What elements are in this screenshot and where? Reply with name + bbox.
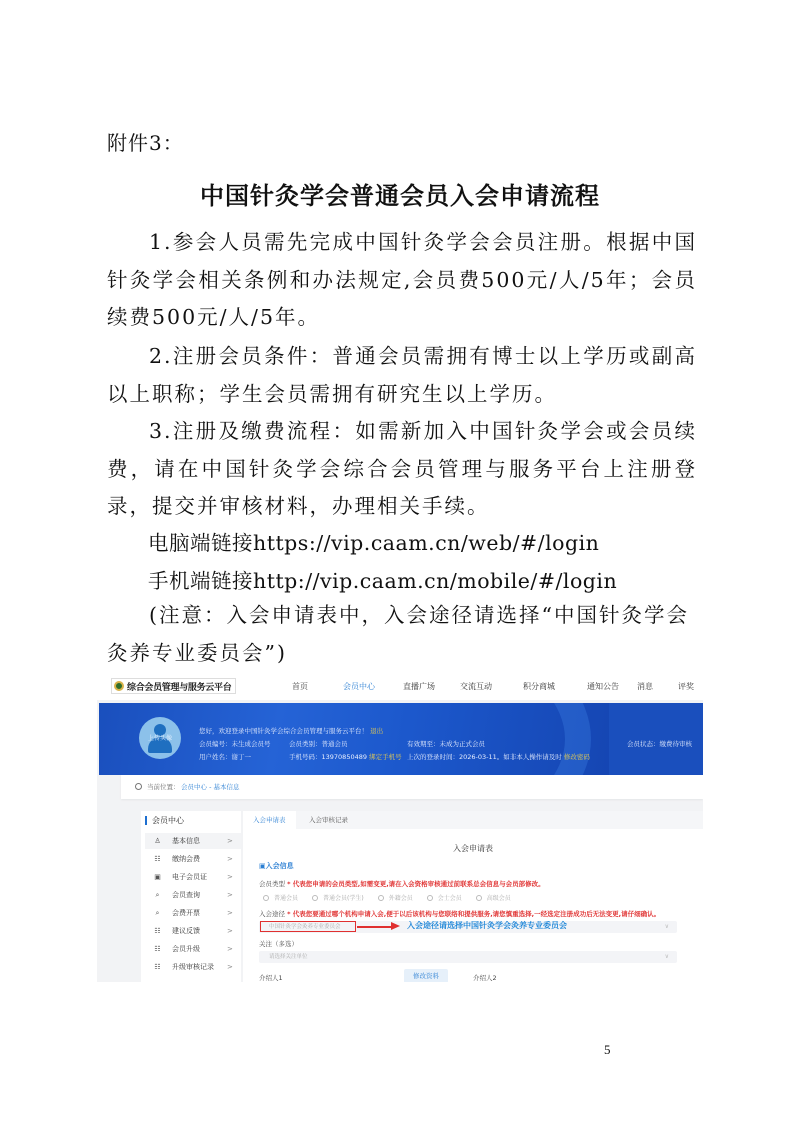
chevron-right-icon: >: [227, 855, 233, 863]
member-type: [289, 739, 348, 748]
page-number: 5: [604, 1042, 611, 1057]
document-title: 中国针灸学会普通会员入会申请流程: [200, 182, 600, 210]
chevron-down-icon: ∨: [664, 953, 669, 960]
paragraph-2: 2.注册会员条件：普通会员需拥有博士以上学历或副高以上职称；学生会员需拥有研究生以上学历。: [107, 344, 697, 406]
nav-exchange[interactable]: 交流互动: [460, 682, 492, 691]
arrow-head-icon: [391, 922, 400, 930]
form-title: 入会申请表: [453, 844, 493, 853]
breadcrumb-path[interactable]: 会员中心 - 基本信息: [181, 783, 240, 791]
sidebar-item-upgrade-records[interactable]: [145, 959, 241, 975]
chevron-right-icon: >: [227, 945, 233, 953]
follow-select[interactable]: [259, 951, 677, 963]
pc-link[interactable]: 电脑端链接https://vip.caam.cn/web/#/login: [148, 531, 600, 555]
radio-label: 会士会员: [437, 895, 462, 902]
radio-student[interactable]: [312, 893, 364, 902]
tab-bar: [243, 811, 703, 829]
section-title: ▣入会信息: [259, 862, 294, 870]
member-no: [199, 739, 271, 748]
main-panel: [243, 811, 703, 982]
sidebar-item-basic-info[interactable]: [145, 833, 241, 849]
radio-regular[interactable]: [263, 893, 298, 902]
sidebar-item-label: 电子会员证: [172, 873, 207, 881]
member-type-value: 普通会员: [321, 740, 348, 748]
member-status-value: 缴费待审核: [659, 740, 692, 748]
breadcrumb: [121, 775, 703, 799]
welcome-text: [199, 726, 383, 735]
paragraph-1: 1.参会人员需先完成中国针灸学会会员注册。根据中国针灸学会相关条例和办法规定,会员费500元/人/5年；会员续费500元/人/5年。: [107, 230, 697, 329]
list-icon: ☷: [154, 927, 161, 935]
list-icon: ☷: [154, 855, 161, 863]
change-password-link[interactable]: 修改密码: [563, 753, 590, 761]
sidebar-item-label: 升级审核记录: [172, 963, 214, 971]
member-type-field-label: [259, 879, 545, 888]
mobile-link[interactable]: 手机端链接http://vip.caam.cn/mobile/#/login: [148, 569, 618, 593]
join-path-label-text: 入会途径: [259, 910, 285, 918]
brand[interactable]: [111, 678, 236, 694]
radio-icon: [427, 895, 433, 901]
nav-home[interactable]: 首页: [292, 682, 308, 691]
sidebar: [141, 811, 241, 982]
nav-messages[interactable]: 消息: [637, 682, 653, 691]
highlight-box: [260, 921, 356, 932]
sidebar-item-invoice[interactable]: [145, 905, 241, 921]
sidebar-item-upgrade[interactable]: [145, 941, 241, 957]
paragraph-3: 3.注册及缴费流程：如需新加入中国针灸学会或会员续费，请在中国针灸学会综合会员管理与服务平台上注册登录，提交并审核材料，办理相关手续。: [107, 419, 697, 518]
list-icon: ☷: [154, 945, 161, 953]
nav-awards[interactable]: 评奖: [678, 682, 694, 691]
username-value: 谢丁一: [231, 753, 251, 761]
title-accent-bar: [145, 816, 147, 825]
nav-member-center[interactable]: 会员中心: [343, 682, 375, 691]
radio-label: 外籍会员: [388, 895, 413, 902]
member-type-hint: * 代表您申请的会员类型,如需变更,请在入会资格审核通过前联系总会信息与会员部修改。: [287, 880, 545, 888]
member-type-label: 会员类别：: [289, 740, 322, 748]
sidebar-item-e-card[interactable]: [145, 869, 241, 885]
valid-until-label: 有效期至：: [407, 740, 440, 748]
chevron-right-icon: >: [227, 963, 233, 971]
phone-value: 13970850489: [321, 753, 367, 761]
member-type-radio-group: [263, 893, 511, 902]
platform-screenshot: [97, 672, 703, 982]
sidebar-item-label: 基本信息: [172, 837, 200, 845]
member-status-label: 会员状态：: [627, 740, 660, 748]
search-card-icon: ⌕: [155, 890, 160, 899]
valid-until: [407, 739, 485, 748]
member-no-label: 会员编号：: [199, 740, 232, 748]
welcome-message: 您好，欢迎登录中国针灸学会综合会员管理与服务云平台！: [199, 727, 368, 735]
phone: [289, 752, 402, 761]
join-path-field-label: [259, 909, 660, 918]
tab-review-records[interactable]: 入会审核记录: [309, 816, 348, 824]
arrow-icon: [357, 926, 393, 928]
list-icon: ☷: [154, 963, 161, 971]
radio-icon: [476, 895, 482, 901]
breadcrumb-label: 当前位置：: [147, 783, 180, 791]
top-nav: [97, 672, 703, 700]
welcome-banner: [99, 703, 609, 775]
last-login-text: 上次的登录时间：2026-03-11。如非本人操作请及时: [407, 753, 562, 761]
radio-icon: [312, 895, 318, 901]
valid-until-value: 未成为正式会员: [439, 740, 485, 748]
chevron-right-icon: >: [227, 909, 233, 917]
brand-logo-icon: [114, 681, 124, 691]
radio-label: 普通会员(学生): [323, 895, 364, 902]
join-path-value: 中国针灸学会灸养专业委员会: [269, 924, 341, 930]
nav-notices[interactable]: 通知公告: [587, 682, 619, 691]
section-title-text: 入会信息: [265, 862, 294, 870]
member-no-value: 未生成会员号: [231, 740, 271, 748]
chevron-down-icon: ∨: [664, 923, 669, 930]
nav-live[interactable]: 直播广场: [403, 682, 435, 691]
sidebar-item-label: 会员查询: [172, 891, 200, 899]
chevron-right-icon: >: [227, 873, 233, 881]
brand-name: 综合会员管理与服务云平台: [127, 682, 232, 693]
card-icon: ▣: [154, 873, 161, 881]
phone-label: 手机号码：: [289, 753, 322, 761]
sidebar-item-feedback[interactable]: [145, 923, 241, 939]
nav-points-mall[interactable]: 积分商城: [523, 682, 555, 691]
radio-fellow[interactable]: [427, 893, 462, 902]
sidebar-title-text: 会员中心: [152, 816, 184, 825]
radio-senior[interactable]: [476, 893, 511, 902]
location-icon: [135, 783, 142, 790]
member-status: [627, 739, 692, 748]
chevron-right-icon: >: [227, 891, 233, 899]
follow-label: 关注（多选）: [259, 940, 298, 948]
radio-label: 普通会员: [274, 895, 299, 902]
referee1-label: 介绍人1: [259, 974, 283, 982]
annotation-text: 入会途径请选择中国针灸学会灸养专业委员会: [407, 921, 567, 930]
username: [199, 752, 251, 761]
radio-label: 高级会员: [486, 895, 511, 902]
member-type-label-text: 会员类型: [259, 880, 285, 888]
chevron-right-icon: >: [227, 927, 233, 935]
sidebar-item-member-query[interactable]: [145, 887, 241, 903]
banner-right: [609, 703, 703, 775]
follow-placeholder: 请选择关注单位: [269, 954, 308, 960]
avatar-label: 上传头像: [147, 735, 172, 742]
attachment-label: 附件3：: [107, 131, 184, 155]
join-path-hint: * 代表您要通过哪个机构申请入会,便于以后该机构与您联络和提供服务,请您慎重选择,一经选定注册成功后无法变更,请仔细确认。: [287, 910, 661, 918]
sidebar-title: [145, 815, 184, 826]
bind-phone-link[interactable]: 绑定手机号: [369, 753, 402, 761]
radio-icon: [263, 895, 269, 901]
username-label: 用户姓名：: [199, 753, 232, 761]
edit-profile-button[interactable]: 修改资料: [404, 969, 448, 982]
chevron-right-icon: >: [227, 837, 233, 845]
note: (注意：入会申请表中，入会途径请选择“中国针灸学会灸养专业委员会”): [107, 603, 689, 665]
last-login: [407, 752, 590, 761]
user-icon: ♙: [154, 837, 161, 845]
tab-application-form[interactable]: 入会申请表: [243, 811, 296, 829]
sidebar-item-pay-fee[interactable]: [145, 851, 241, 867]
sidebar-item-label: 会费开票: [172, 909, 200, 917]
logout-link[interactable]: 退出: [370, 727, 384, 735]
avatar-upload[interactable]: [139, 717, 181, 759]
referee2-label: 介绍人2: [473, 974, 497, 982]
invoice-icon: ⌕: [155, 908, 160, 917]
radio-icon: [378, 895, 384, 901]
radio-foreign[interactable]: [378, 893, 413, 902]
sidebar-item-label: 建议反馈: [172, 927, 200, 935]
sidebar-item-label: 会员升级: [172, 945, 200, 953]
sidebar-item-label: 缴纳会费: [172, 855, 200, 863]
